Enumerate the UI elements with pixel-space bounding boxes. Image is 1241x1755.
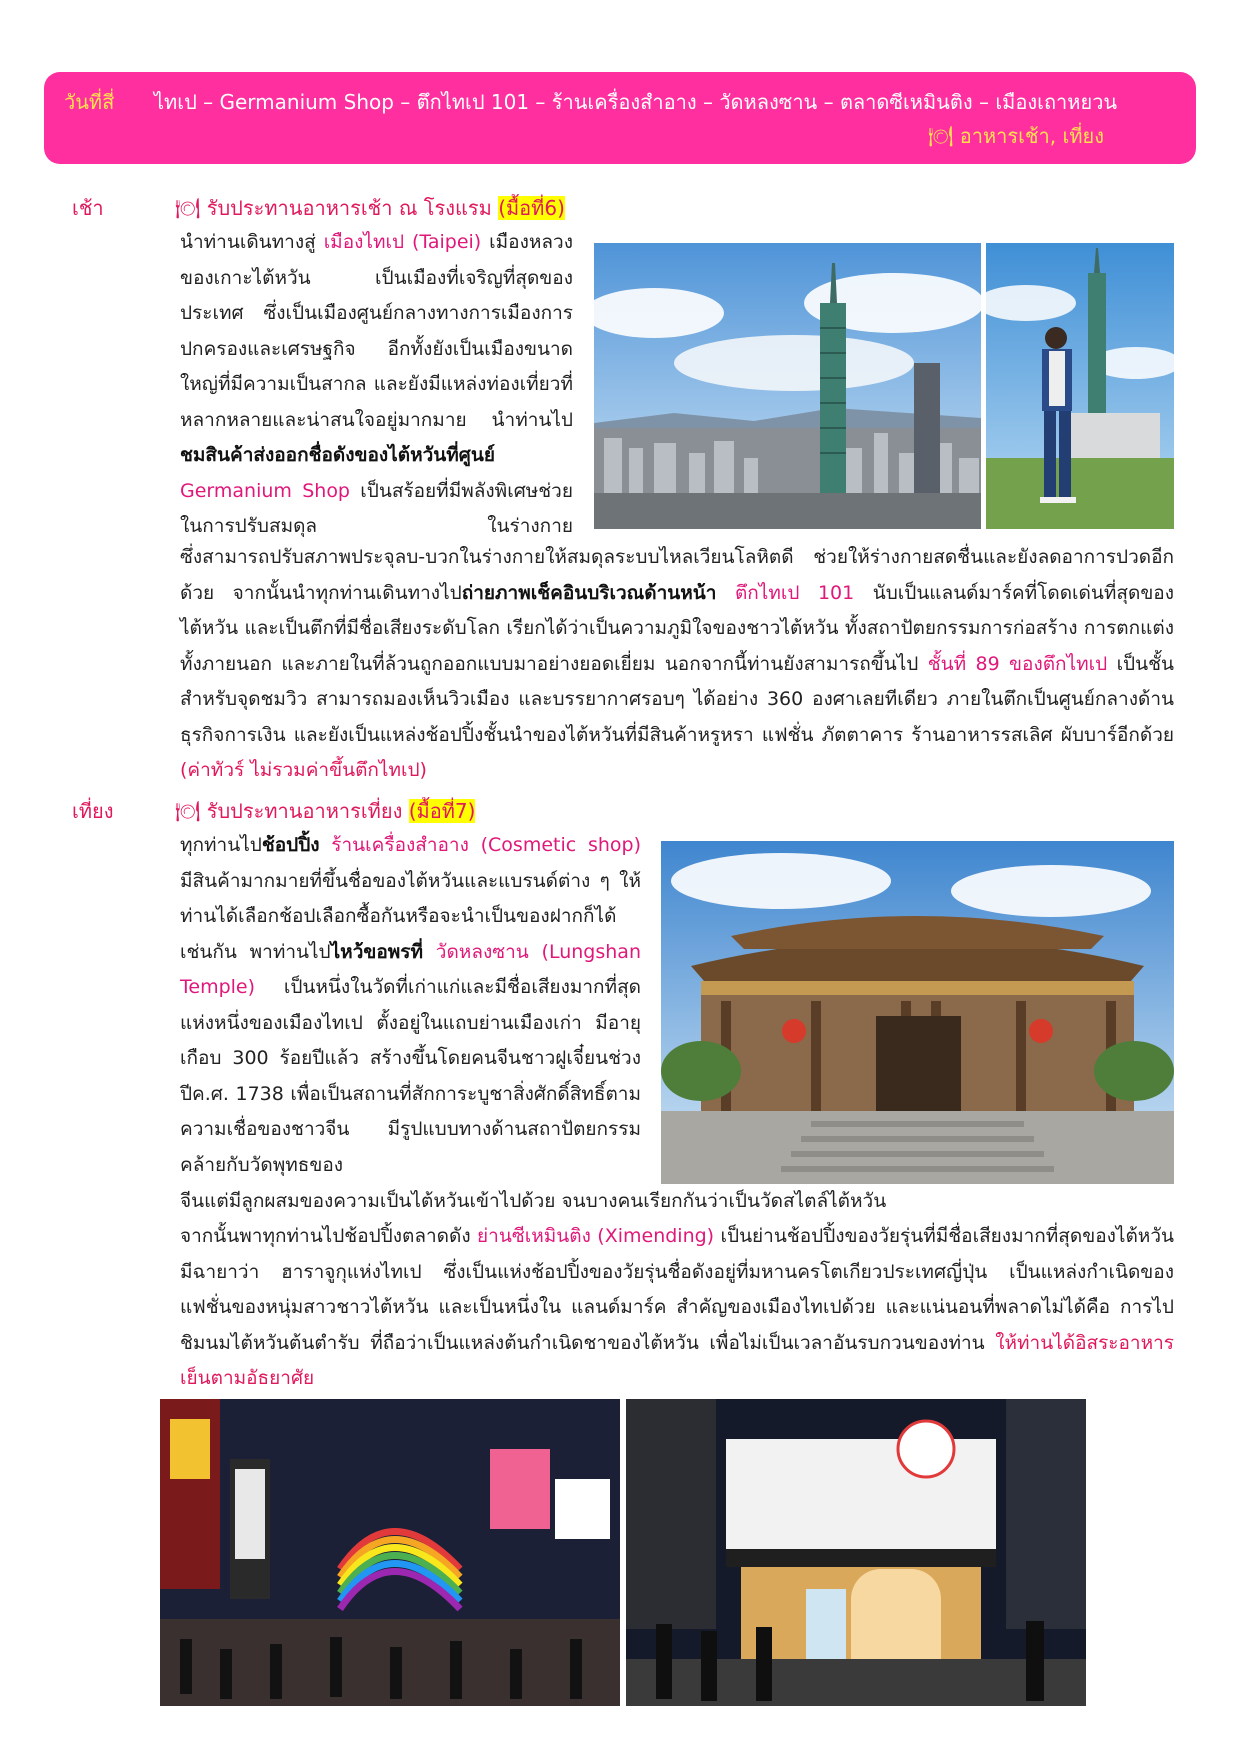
route-summary: ไทเป – Germanium Shop – ตึกไทเป 101 – ร้านเครื่องสำอาง – วัดหลงซาน – ตลาดซีเหมินติง – เมืองเถาหยวน (154, 90, 1118, 114)
morning-paragraph-2 (180, 540, 1174, 789)
text-run: มีสินค้ามากมายที่ขึ้นชื่อของไต้หวันและแบรนด์ต่าง ๆ ให้ท่านได้เลือกช้อปเลือกซื้อกันหรือจะนำเป็นของฝากก็ได้เช่นกัน พาท่านไป (180, 869, 641, 963)
meals-summary: 🍽 อาหารเช้า, เที่ยง (927, 124, 1104, 148)
cosmetic-shop-text: ร้านเครื่องสำอาง (Cosmetic shop) (319, 834, 641, 856)
lungshan-temple-photo (661, 841, 1174, 1184)
text-run: เป็นหนึ่งในวัดที่เก่าแก่และมีชื่อเสียงมากที่สุดแห่งหนึ่งของเมืองไทเป ตั้งอยู่ในแถบย่านเมืองเก่า มีอายุเกือบ 300 ร้อยปีแล้ว สร้างขึ้นโดยคนจีนชาวฝูเจี๋ยนช่วงปีค.ศ. 1738 เพื่อเป็นสถานที่สักการะบูชาสิ่งศักดิ์สิทธิ์ตามความเชื่อของชาวจีน มีรูปแบบทางด้านสถาปัตยกรรมคล้ายกับวัดพุทธของ (180, 976, 641, 1176)
text-run: นับเป็นแลนด์มาร์คที่โดดเด่นที่สุดของไต้หวัน และเป็นตึกที่มีชื่อเสียงระดับโลก เรียกได้ว่าเป็นความภูมิใจของชาวไต้หวัน ทั้งสถาปัตยกรรมการก่อสร้าง การตกแต่งทั้งภายนอก และภายในที่ล้วนถูกออกแบบมาอย่างยอดเยี่ยม นอกจากนี้ท่านยังสามารถขึ้นไป (180, 581, 1174, 675)
tourist-with-taipei-101-photo (986, 243, 1174, 529)
text-run: เมืองหลวงของเกาะไต้หวัน เป็นเมืองที่เจริญที่สุดของประเทศ ซึ่งเป็นเมืองศูนย์กลางทางการเมืองการปกครองและเศรษฐกิจ อีกทั้งยังเป็นเมืองขนาดใหญ่ที่มีความเป็นสากล และยังมีแหล่งท่องเที่ยวที่หลากหลายและน่าสนใจอยู่มากมาย นำท่านไป (180, 231, 573, 431)
text-run: เป็นชั้นสำหรับจุดชมวิว สามารถมองเห็นวิวเมือง และบรรยากาศรอบๆ ได้อย่าง 360 องศาเลยทีเดียว ภายในตึกเป็นศูนย์กลางด้านธุรกิจการเงิน และยังเป็นแหล่งช้อปปิ้งชั้นนำของไต้หวันที่มีสินค้าหรูหรา แฟชั่น ภัตตาคาร ร้านอาหารรสเลิศ ผับบาร์อีกด้วย (180, 652, 1174, 746)
noon-meal-number: (มื้อที่7) (408, 799, 476, 823)
noon-label: เที่ยง (72, 799, 114, 823)
morning-meal-line (175, 192, 565, 224)
bubble-tea-shop-night-photo (626, 1399, 1086, 1706)
price-note: (ค่าทัวร์ ไม่รวมค่าขึ้นตึกไทเป) (180, 759, 427, 781)
morning-paragraph-1 (180, 225, 573, 545)
day-header-banner (44, 72, 1196, 164)
bold-text: ชมสินค้าส่งออกชื่อดังของไต้หวันที่ศูนย์ (180, 444, 495, 466)
text-run: จากนั้นพาทุกท่านไปช้อปปิ้งตลาดดัง (180, 1225, 471, 1247)
noon-paragraph-2: จีนแต่มีลูกผสมของความเป็นไต้หวันเข้าไปด้วย จนบางคนเรียกกันว่าเป็นวัดสไตล์ไต้หวัน (180, 1190, 887, 1212)
germanium-shop-text: Germanium Shop (180, 479, 350, 502)
ximending-street-night-photo (160, 1399, 620, 1706)
floor-89-text: ชั้นที่ 89 ของตึกไทเป (927, 652, 1108, 675)
ximending-text: ย่านซีเหมินติง (Ximending) (470, 1225, 715, 1247)
morning-label: เช้า (72, 196, 104, 220)
taipei-101-skyline-photo (594, 243, 981, 529)
noon-paragraph-1 (180, 828, 641, 1183)
noon-meal-line (175, 795, 475, 827)
bold-text: ช้อปปิ้ง (261, 834, 320, 856)
taipei-link-text: เมืองไทเป (Taipei) (323, 231, 482, 253)
lungshan-temple-text: วัดหลงซาน (Lungshan Temple) (180, 940, 641, 998)
noon-meal-text: 🍽 รับประทานอาหารเที่ยง (175, 799, 403, 823)
bold-text: ไหว้ขอพรที่ (330, 940, 424, 963)
free-dinner-note: ให้ท่านได้อิสระอาหารเย็นตามอัธยาศัย (180, 1331, 1174, 1389)
taipei-101-text: ตึกไทเป 101 (716, 581, 855, 604)
text-run: ทุกท่านไป (180, 834, 262, 856)
text-run: นำท่านเดินทางสู่ (180, 231, 324, 253)
bold-text: ถ่ายภาพเช็คอินบริเวณด้านหน้า (461, 581, 717, 604)
morning-meal-number: (มื้อที่6) (498, 196, 565, 220)
day-label: วันที่สี่ (64, 90, 115, 114)
morning-meal-text: 🍽 รับประทานอาหารเช้า ณ โรงแรม (175, 196, 492, 220)
text-run: เป็นย่านช้อปปิ้งของวัยรุ่นที่มีชื่อเสียงมากที่สุดของไต้หวัน มีฉายาว่า ฮาราจูกุแห่งไทเป ซึ่งเป็นแห่งช้อปปิ้งของวัยรุ่นชื่อดังอยู่ที่มหานครโตเกียวประเทศญี่ปุ่น เป็นแหล่งกำเนิดของแฟชั่นของหนุ่มสาวชาวไต้หวัน และเป็นหนึ่งใน แลนด์มาร์ค สำคัญของเมืองไทเปด้วย และแน่นอนที่พลาดไม่ได้คือ การไปชิมนมไต้หวันต้นตำรับ ที่ถือว่าเป็นแหล่งต้นกำเนิดชาของไต้หวัน เพื่อไม่เป็นเวลาอันรบกวนของท่าน (180, 1225, 1174, 1354)
noon-paragraph-3 (180, 1219, 1174, 1397)
text-run: เป็นสร้อยที่มีพลังพิเศษช่วยในการปรับสมดุล ในร่างกาย (180, 479, 573, 537)
text-run: ซึ่งสามารถปรับสภาพประจุลบ-บวกในร่างกายให้สมดุลระบบไหลเวียนโลหิตดี ช่วยให้ร่างกายสดชื่นและยังลดอาการปวดอีกด้วย จากนั้นนำทุกท่านเดินทางไป (180, 546, 1174, 604)
